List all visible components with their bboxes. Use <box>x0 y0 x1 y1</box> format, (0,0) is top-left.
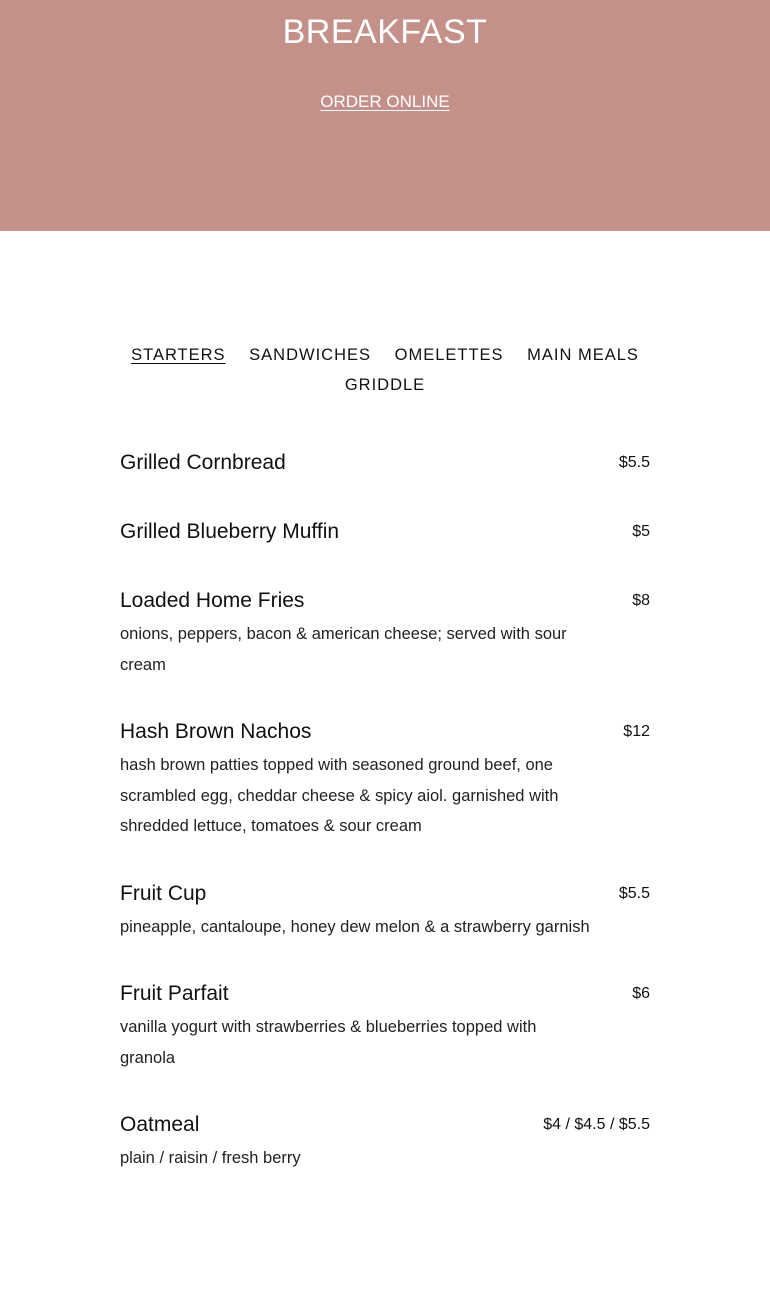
tab-omelettes[interactable]: OMELETTES <box>394 346 504 364</box>
menu-item <box>120 1108 650 1174</box>
menu-item <box>120 977 650 1073</box>
hero-banner <box>0 0 770 231</box>
page-title: BREAKFAST <box>282 13 488 51</box>
menu-item-description: vanilla yogurt with strawberries & blueberries topped with granola <box>120 1018 537 1067</box>
menu-item-price: $5.5 <box>618 454 650 471</box>
menu-item-description: hash brown patties topped with seasoned ground beef, one scrambled egg, cheddar cheese & spicy aiol. garnished with shredded lettuce, tomatoes & sour cream <box>120 756 559 835</box>
menu-item-description: pineapple, cantaloupe, honey dew melon & a strawberry garnish <box>120 917 590 936</box>
menu-item-name: Hash Brown Nachos <box>120 720 312 743</box>
menu-item <box>120 715 650 842</box>
menu-item-price: $8 <box>632 592 650 609</box>
menu-item-price: $12 <box>623 723 650 740</box>
menu-item <box>120 877 650 943</box>
menu-item <box>120 584 650 680</box>
tab-starters[interactable]: STARTERS <box>131 346 226 364</box>
menu-item-price: $5.5 <box>618 884 650 902</box>
menu-item-price: $6 <box>632 985 650 1002</box>
menu-item-name: Grilled Blueberry Muffin <box>120 520 340 543</box>
menu-item-name: Grilled Cornbread <box>120 451 286 474</box>
menu-item-name: Fruit Parfait <box>120 982 229 1005</box>
menu-item-description: onions, peppers, bacon & american cheese; served with sour cream <box>120 625 567 674</box>
tab-griddle[interactable]: GRIDDLE <box>344 376 426 394</box>
menu-item <box>120 446 650 480</box>
menu-item-name: Fruit Cup <box>120 881 207 905</box>
menu-item-list <box>120 446 650 1209</box>
menu-item-name: Oatmeal <box>120 1113 200 1136</box>
tab-sandwiches[interactable]: SANDWICHES <box>249 346 372 364</box>
menu-category-tabs <box>120 340 650 400</box>
menu-item-price: $5 <box>632 523 650 540</box>
order-online-link[interactable]: ORDER ONLINE <box>320 92 450 111</box>
menu-item <box>120 515 650 549</box>
menu-item-price: $4 / $4.5 / $5.5 <box>543 1116 650 1133</box>
menu-item-description: plain / raisin / fresh berry <box>120 1149 301 1167</box>
menu-item-name: Loaded Home Fries <box>120 589 305 612</box>
tab-main-meals[interactable]: MAIN MEALS <box>527 346 639 364</box>
